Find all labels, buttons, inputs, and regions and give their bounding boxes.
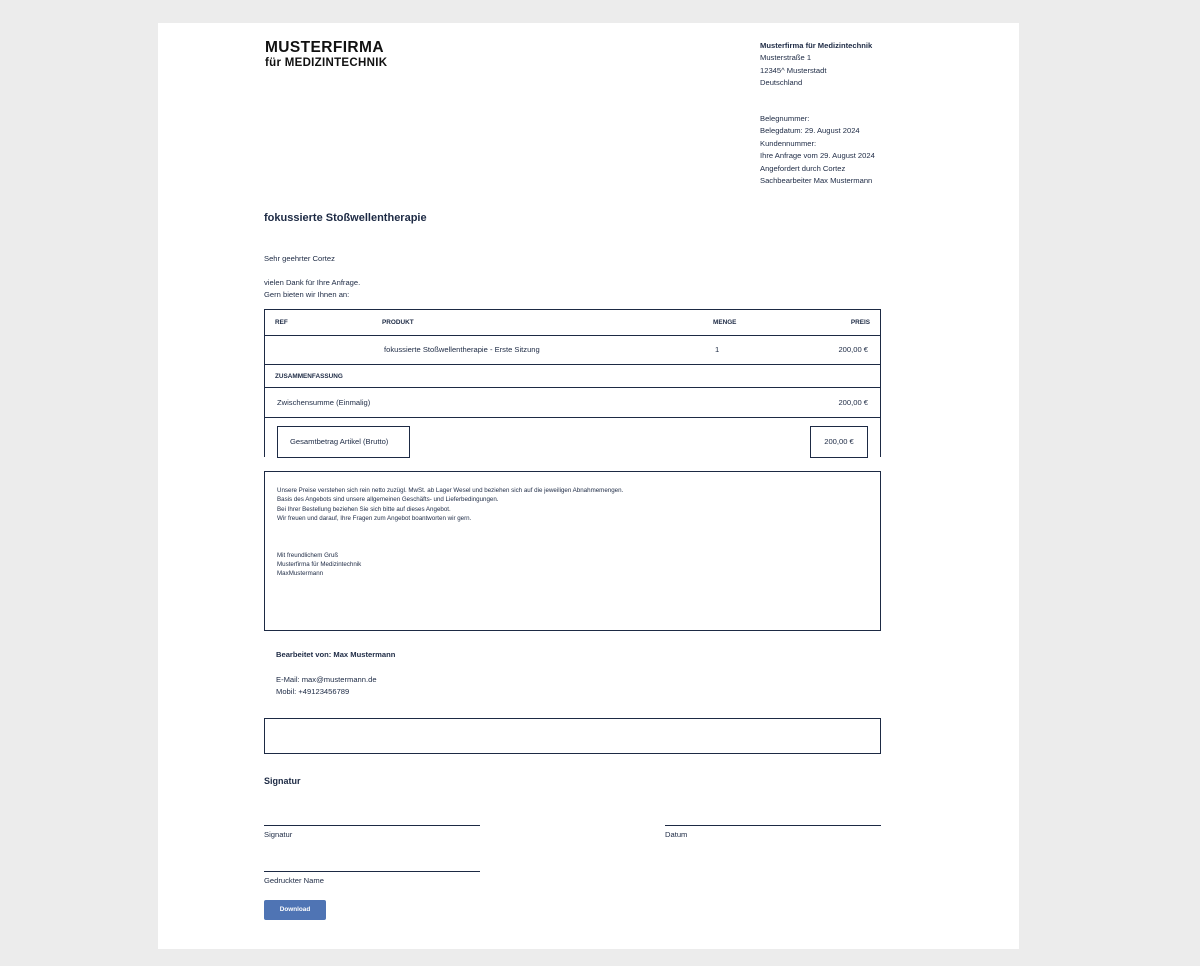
notes-line3: Bei Ihrer Bestellung beziehen Sie sich bitte auf dieses Angebot.	[277, 505, 451, 513]
contact-mobile: Mobil: +49123456789	[276, 687, 350, 696]
row-divider	[265, 364, 880, 365]
notes-line1: Unsere Preise verstehen sich rein netto zuzügl. MwSt. ab Lager Wesel und beziehen sich auf die jeweiligen Abnahmemengen.	[277, 487, 624, 494]
document-meta	[760, 113, 875, 187]
signature-heading: Signatur	[264, 776, 301, 786]
document-title: fokussierte Stoßwellentherapie	[264, 212, 427, 224]
intro-line2: Gern bieten wir Ihnen an:	[264, 290, 350, 299]
date-label: Datum	[665, 830, 688, 839]
subtotal-label: Zwischensumme (Einmalig)	[277, 398, 371, 407]
company-address	[760, 40, 872, 90]
signature-line[interactable]	[264, 825, 480, 826]
meta-sachbearbeiter: Sachbearbeiter Max Mustermann	[760, 176, 873, 186]
download-button[interactable]: Download	[264, 900, 326, 920]
header-menge: MENGE	[713, 319, 737, 326]
subtotal-value: 200,00 €	[838, 398, 868, 407]
company-logo-line1: MUSTERFIRMA	[265, 39, 384, 56]
header-produkt: PRODUKT	[382, 319, 414, 326]
header-ref: REF	[275, 319, 288, 326]
row-preis: 200,00 €	[838, 345, 868, 354]
meta-belegdatum: Belegdatum: 29. August 2024	[760, 126, 860, 136]
printed-name-line[interactable]	[264, 871, 480, 872]
company-city: 12345^ Musterstadt	[760, 65, 827, 75]
total-value: 200,00 €	[824, 437, 854, 446]
total-label-box	[277, 426, 410, 458]
notes-line2: Basis des Angebots sind unsere allgemeinen Geschäfts- und Lieferbedingungen.	[277, 496, 499, 504]
intro-line1: vielen Dank für Ihre Anfrage.	[264, 278, 361, 287]
company-country: Deutschland	[760, 78, 803, 88]
meta-belegnummer: Belegnummer:	[760, 114, 810, 123]
empty-box	[264, 718, 881, 754]
header-divider	[265, 335, 880, 336]
greeting: Sehr geehrter Cortez	[264, 254, 335, 263]
summary-label: ZUSAMMENFASSUNG	[275, 373, 343, 380]
header-preis: PREIS	[850, 319, 870, 326]
row-produkt: fokussierte Stoßwellentherapie - Erste Sitzung	[384, 345, 540, 354]
document-page	[158, 23, 1019, 949]
closing-line1: Mit freundlichem Gruß	[277, 551, 339, 559]
contact-heading: Bearbeitet von: Max Mustermann	[276, 650, 396, 659]
company-street: Musterstraße 1	[760, 53, 812, 63]
meta-kundennummer: Kundennummer:	[760, 138, 817, 148]
company-logo-line2: für MEDIZINTECHNIK	[265, 57, 388, 69]
notes-box	[264, 471, 881, 631]
total-value-box	[810, 426, 868, 458]
printed-name-label: Gedruckter Name	[264, 876, 324, 885]
row-menge: 1	[715, 345, 720, 354]
date-line[interactable]	[665, 825, 881, 826]
closing-line3: MaxMustermann	[277, 570, 324, 578]
meta-anfrage: Ihre Anfrage vom 29. August 2024	[760, 151, 875, 161]
meta-angefordert: Angefordert durch Cortez	[760, 163, 846, 173]
notes-line4: Wir freuen und darauf, Ihre Fragen zum Angebot boantworten wir gern.	[277, 515, 472, 523]
company-name: Musterfirma für Medizintechnik	[760, 41, 873, 50]
summary-divider	[265, 387, 880, 388]
contact-email: E-Mail: max@mustermann.de	[276, 675, 377, 684]
subtotal-divider	[265, 417, 880, 418]
quote-table	[264, 309, 881, 457]
signature-label: Signatur	[264, 830, 293, 839]
total-label: Gesamtbetrag Artikel (Brutto)	[290, 437, 389, 446]
closing-line2: Musterfirma für Medizintechnik	[277, 561, 362, 569]
